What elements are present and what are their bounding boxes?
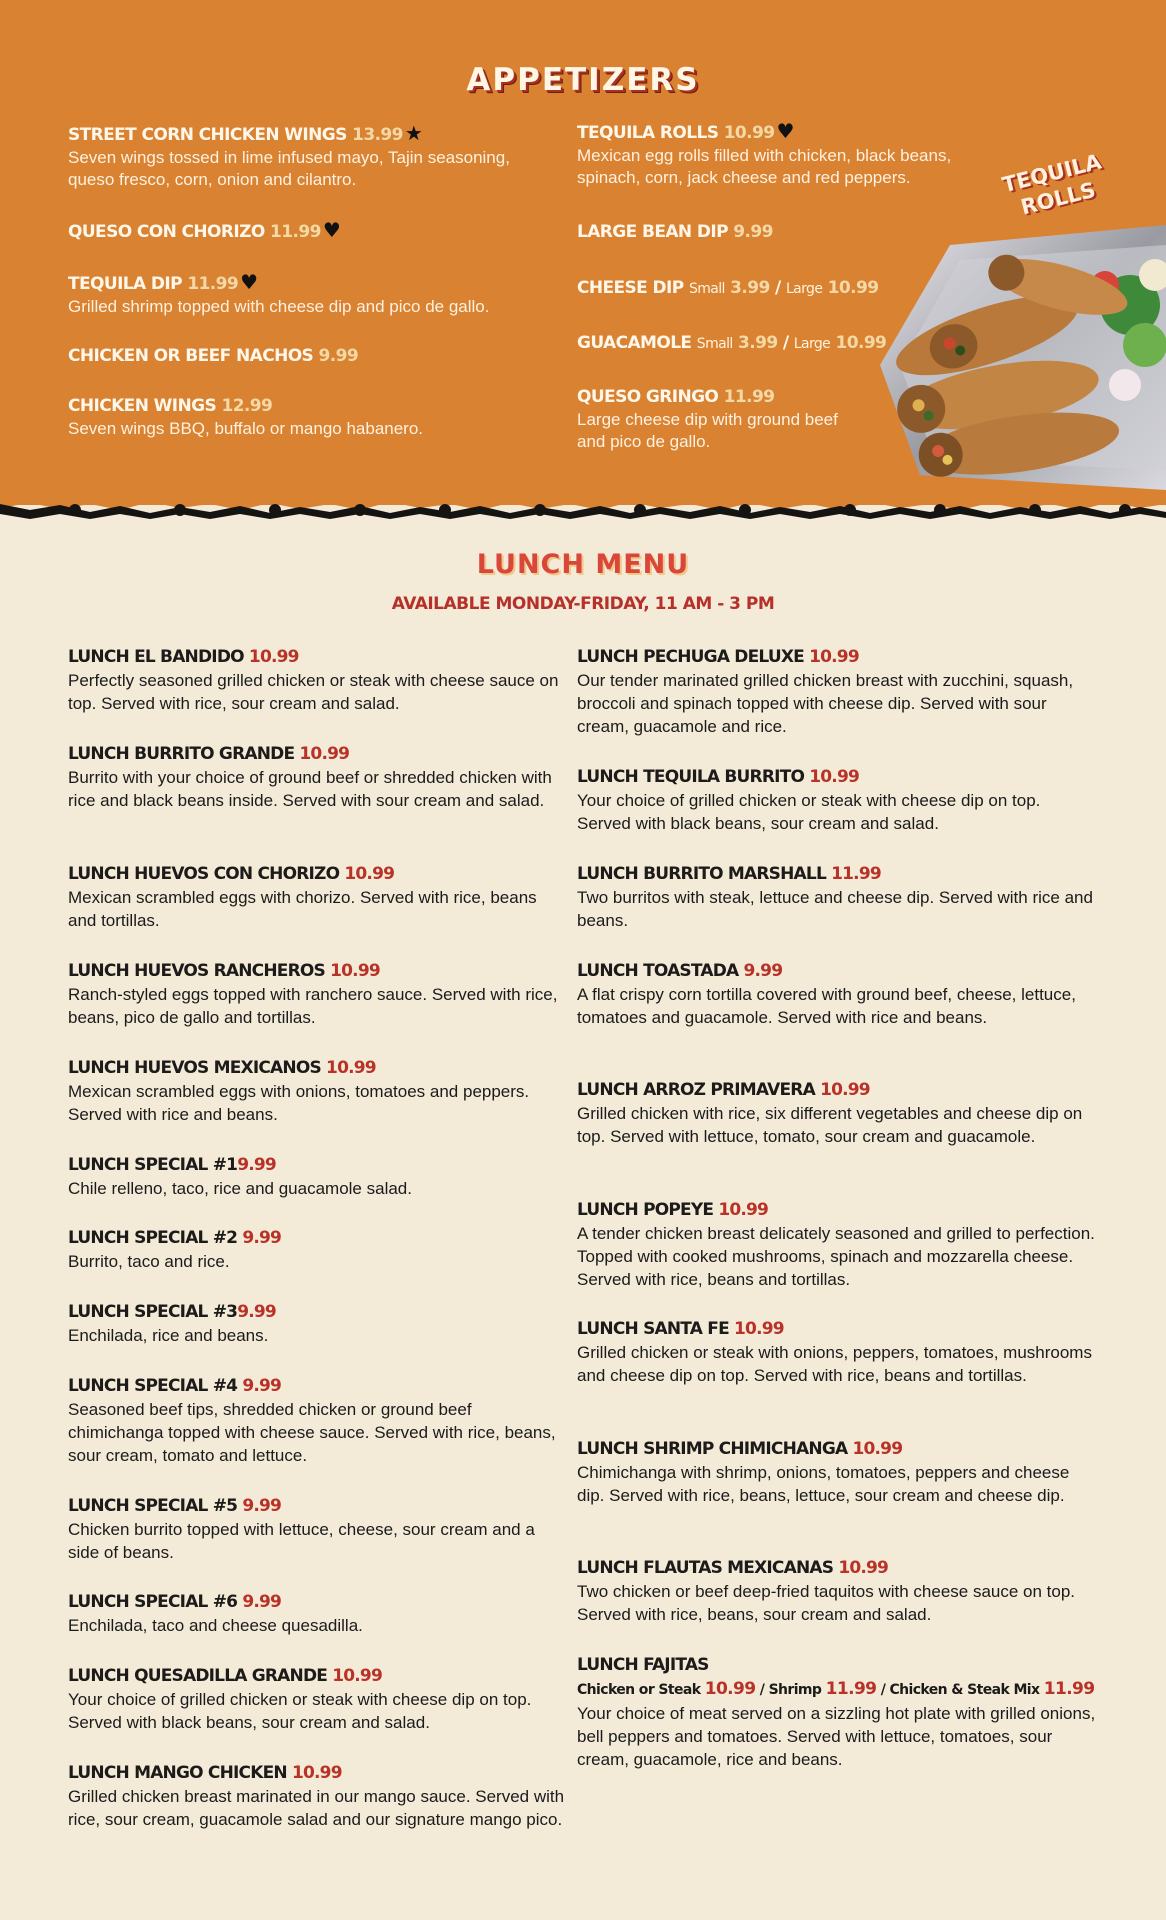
item-name: LUNCH HUEVOS RANCHEROS <box>68 961 325 981</box>
item-price: 12.99 <box>221 396 273 416</box>
item-price: 9.99 <box>242 1592 282 1612</box>
item-price: 10.99 <box>835 333 887 353</box>
item-name: CHEESE DIP <box>577 278 684 298</box>
item-description: Your choice of meat served on a sizzling hot plate with grilled onions, bell peppers and tomatoes. Served with lettuce, tomatoes, sour cream, guacamole, rice and beans. <box>577 1704 1096 1769</box>
item-description: Mexican scrambled eggs with onions, tomatoes and peppers. Served with rice and beans. <box>68 1082 530 1124</box>
heart-icon: ♥ <box>240 270 258 294</box>
appetizer-item <box>577 119 1002 189</box>
item-description: Chile relleno, taco, rice and guacamole salad. <box>68 1179 412 1198</box>
item-price: 10.99 <box>332 1666 382 1686</box>
item-description: Two burritos with steak, lettuce and cheese dip. Served with rice and beans. <box>577 888 1093 930</box>
item-price: 10.99 <box>248 647 299 667</box>
option-label: Chicken or Steak <box>577 1682 701 1698</box>
item-description: Chimichanga with shrimp, onions, tomatoes, peppers and cheese dip. Served with rice, beans, lettuce, sour cream and cheese dip. <box>577 1463 1070 1505</box>
menu-item <box>577 1556 1097 1626</box>
item-price: 10.99 <box>827 278 879 298</box>
item-price: 11.99 <box>187 274 239 294</box>
item-price: 11.99 <box>270 222 321 242</box>
size-label: Small <box>696 336 733 352</box>
item-name: LUNCH SPECIAL #3 <box>68 1302 238 1322</box>
item-description: Our tender marinated grilled chicken breast with zucchini, squash, broccoli and spinach topped with cheese dip. Served with sour cream, guacamole and rice. <box>577 671 1074 736</box>
item-price: 10.99 <box>852 1439 903 1459</box>
item-name: LUNCH BURRITO GRANDE <box>68 744 295 764</box>
menu-item <box>68 1056 568 1126</box>
appetizer-item <box>577 385 847 453</box>
appetizer-item: CHEESE DIP Small 3.99 / Large 10.99 <box>577 278 879 298</box>
menu-item <box>577 959 1097 1029</box>
appetizer-item <box>68 121 558 191</box>
menu-item <box>577 1198 1097 1291</box>
item-name: LARGE BEAN DIP <box>577 222 728 242</box>
menu-item <box>577 1317 1097 1387</box>
item-price: 3.99 <box>730 278 770 298</box>
lunch-availability: AVAILABLE MONDAY-FRIDAY, 11 AM - 3 PM <box>391 594 775 614</box>
appetizer-item <box>577 220 877 244</box>
menu-item <box>68 1374 568 1467</box>
menu-item-fajitas <box>577 1653 1097 1771</box>
item-description: Large cheese dip with ground beef and pico de gallo. <box>577 410 838 451</box>
item-price: 9.99 <box>318 346 359 366</box>
item-description: Mexican scrambled eggs with chorizo. Served with rice, beans and tortillas. <box>68 888 537 930</box>
item-name: LUNCH TOASTADA <box>577 961 739 981</box>
appetizer-item <box>68 394 558 440</box>
item-price: 11.99 <box>723 387 775 407</box>
item-price: 10.99 <box>723 123 775 143</box>
item-price: 11.99 <box>825 1679 877 1699</box>
item-price: 11.99 <box>831 864 881 884</box>
item-price: 9.99 <box>242 1228 282 1248</box>
menu-item <box>68 1153 568 1200</box>
menu-item <box>68 1761 568 1831</box>
item-name: LUNCH BURRITO MARSHALL <box>577 864 826 884</box>
item-name: TEQUILA DIP <box>68 274 182 294</box>
item-price: 10.99 <box>326 1058 376 1078</box>
size-label: Small <box>688 281 725 297</box>
menu-item <box>577 862 1097 932</box>
appetizer-item <box>68 344 558 368</box>
menu-item <box>577 1437 1097 1507</box>
item-name: CHICKEN OR BEEF NACHOS <box>68 346 314 366</box>
menu-item <box>577 1078 1097 1148</box>
heart-icon: ♥ <box>322 218 341 242</box>
item-price: 9.99 <box>733 222 773 242</box>
item-description: Grilled chicken breast marinated in our mango sauce. Served with rice, sour cream, guacamole salad and our signature mango pico. <box>68 1787 565 1829</box>
item-price: 11.99 <box>1043 1679 1095 1699</box>
item-price: 9.99 <box>743 961 783 981</box>
item-description: Burrito with your choice of ground beef or shredded chicken with rice and black beans inside. Served with sour cream and salad. <box>68 768 552 810</box>
item-name: LUNCH SPECIAL #4 <box>68 1376 238 1396</box>
item-description: Grilled shrimp topped with cheese dip and pico de gallo. <box>68 297 490 316</box>
item-price: 10.99 <box>809 647 859 667</box>
item-name: LUNCH QUESADILLA GRANDE <box>68 1666 328 1686</box>
menu-item <box>68 862 568 932</box>
item-description: Your choice of grilled chicken or steak with cheese dip on top. Served with black beans, sour cream and salad. <box>68 1690 532 1732</box>
option-label: Chicken & Steak Mix <box>889 1682 1040 1698</box>
separator: / <box>759 1682 765 1698</box>
item-price: 10.99 <box>838 1558 889 1578</box>
separator: / <box>880 1682 886 1698</box>
item-price: 10.99 <box>299 744 350 764</box>
item-price: 13.99 <box>352 125 403 145</box>
menu-item <box>68 959 568 1029</box>
item-description: Two chicken or beef deep-fried taquitos with cheese sauce on top. Served with rice, beans, sour cream and salad. <box>577 1582 1076 1624</box>
item-description: Ranch-styled eggs topped with ranchero sauce. Served with rice, beans, pico de gallo and tortillas. <box>68 985 558 1027</box>
item-description: Grilled chicken or steak with onions, peppers, tomatoes, mushrooms and cheese dip on top. Served with rice, beans and tortillas. <box>577 1343 1092 1385</box>
menu-item <box>577 645 1097 738</box>
item-name: LUNCH SHRIMP CHIMICHANGA <box>577 1439 848 1459</box>
item-description: Burrito, taco and rice. <box>68 1252 230 1271</box>
item-name: LUNCH MANGO CHICKEN <box>68 1763 287 1783</box>
item-description: Perfectly seasoned grilled chicken or steak with cheese sauce on top. Served with rice, sour cream and salad. <box>68 671 559 713</box>
tequila-rolls-stamp: TEQUILA ROLLS <box>999 149 1104 220</box>
item-price: 9.99 <box>242 1496 282 1516</box>
menu-item <box>68 645 568 715</box>
size-label: Large <box>793 336 831 352</box>
menu-item <box>68 1226 568 1273</box>
item-description: Your choice of grilled chicken or steak with cheese dip on top. Served with black beans, sour cream and salad. <box>577 791 1041 833</box>
item-name: LUNCH SPECIAL #5 <box>68 1496 238 1516</box>
item-name: TEQUILA ROLLS <box>577 123 719 143</box>
torn-edge-divider <box>0 492 1166 522</box>
item-description: Seasoned beef tips, shredded chicken or ground beef chimichanga topped with cheese sauce. Served with rice, beans, sour cream, tomato and lettuce. <box>68 1400 556 1465</box>
item-name: LUNCH ARROZ PRIMAVERA <box>577 1080 815 1100</box>
menu-item <box>68 1664 568 1734</box>
menu-item <box>68 1494 568 1564</box>
menu-item <box>68 1590 568 1637</box>
item-name: LUNCH FAJITAS <box>577 1655 709 1675</box>
item-price: 10.99 <box>809 767 860 787</box>
item-description: A tender chicken breast delicately seasoned and grilled to perfection. Topped with cooked mushrooms, spinach and mozzarella cheese. Served with rice, beans and tortillas. <box>577 1224 1095 1289</box>
item-name: LUNCH HUEVOS MEXICANOS <box>68 1058 321 1078</box>
item-name: LUNCH PECHUGA DELUXE <box>577 647 804 667</box>
item-price: 10.99 <box>344 864 395 884</box>
item-price: 10.99 <box>734 1319 784 1339</box>
menu-item <box>577 765 1097 835</box>
item-price: 3.99 <box>738 333 778 353</box>
item-price: 10.99 <box>291 1763 342 1783</box>
appetizers-section <box>0 0 1166 505</box>
item-description: Chicken burrito topped with lettuce, cheese, sour cream and a side of beans. <box>68 1520 535 1562</box>
size-label: Large <box>785 281 823 297</box>
item-price: 10.99 <box>718 1200 769 1220</box>
item-description: Mexican egg rolls filled with chicken, black beans, spinach, corn, jack cheese and red peppers. <box>577 146 952 187</box>
item-price: 9.99 <box>242 1376 282 1396</box>
item-description: Enchilada, rice and beans. <box>68 1326 269 1345</box>
item-price: 10.99 <box>704 1679 756 1699</box>
item-name: STREET CORN CHICKEN WINGS <box>68 125 347 145</box>
appetizer-item: GUACAMOLE Small 3.99 / Large 10.99 <box>577 333 887 353</box>
item-name: QUESO CON CHORIZO <box>68 222 265 242</box>
fajita-options <box>577 1677 1097 1702</box>
item-name: LUNCH SPECIAL #1 <box>68 1155 238 1175</box>
item-description: Enchilada, taco and cheese quesadilla. <box>68 1616 363 1635</box>
item-description: A flat crispy corn tortilla covered with ground beef, cheese, lettuce, tomatoes and guacamole. Served with rice and beans. <box>577 985 1076 1027</box>
appetizers-title: APPETIZERS <box>466 62 700 98</box>
item-price: 10.99 <box>820 1080 870 1100</box>
item-name: LUNCH SANTA FE <box>577 1319 729 1339</box>
appetizer-item <box>68 270 558 318</box>
item-name: QUESO GRINGO <box>577 387 719 407</box>
item-price: 9.99 <box>237 1155 276 1175</box>
menu-item <box>68 1300 568 1347</box>
item-name: LUNCH FLAUTAS MEXICANAS <box>577 1558 834 1578</box>
appetizer-item <box>68 218 558 244</box>
item-price: 10.99 <box>330 961 380 981</box>
item-name: LUNCH SPECIAL #2 <box>68 1228 238 1248</box>
item-description: Seven wings tossed in lime infused mayo, Tajin seasoning, queso fresco, corn, onion and cilantro. <box>68 148 510 189</box>
option-label: Shrimp <box>768 1682 822 1698</box>
item-name: LUNCH SPECIAL #6 <box>68 1592 238 1612</box>
star-icon: ★ <box>404 121 423 145</box>
item-name: CHICKEN WINGS <box>68 396 217 416</box>
item-description: Seven wings BBQ, buffalo or mango habanero. <box>68 419 424 438</box>
lunch-menu-title: LUNCH MENU <box>476 549 690 580</box>
item-name: LUNCH TEQUILA BURRITO <box>577 767 805 787</box>
item-description: Grilled chicken with rice, six different vegetables and cheese dip on top. Served with lettuce, tomato, sour cream and guacamole. <box>577 1104 1083 1146</box>
item-price: 9.99 <box>237 1302 276 1322</box>
menu-item <box>68 742 568 812</box>
item-name: LUNCH EL BANDIDO <box>68 647 244 667</box>
heart-icon: ♥ <box>776 119 794 143</box>
item-name: GUACAMOLE <box>577 333 692 353</box>
item-name: LUNCH POPEYE <box>577 1200 714 1220</box>
item-name: LUNCH HUEVOS CON CHORIZO <box>68 864 340 884</box>
tequila-rolls-photo <box>860 225 1166 490</box>
